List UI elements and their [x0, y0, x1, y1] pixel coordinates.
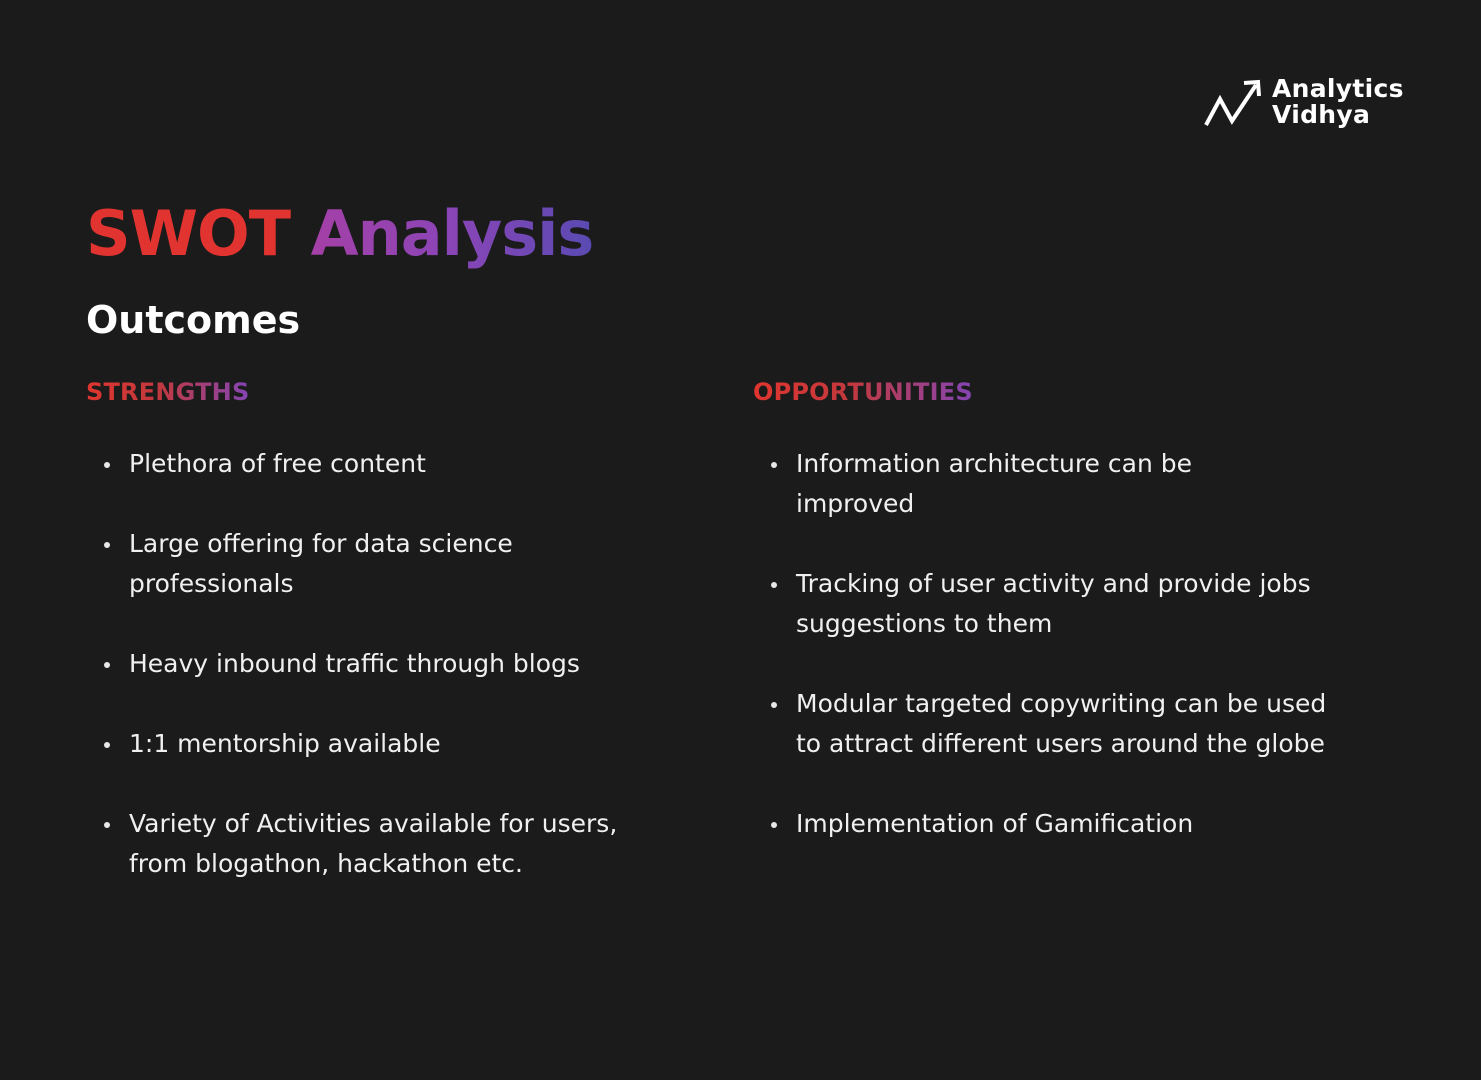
list-item: Implementation of Gamification: [753, 804, 1393, 844]
list-item: Plethora of free content: [86, 444, 686, 484]
brand-wordmark: [1272, 76, 1404, 128]
brand-line-2: Vidhya: [1272, 100, 1371, 129]
brand-logo: [1204, 76, 1404, 128]
list-item: Modular targeted copywriting can be used to attract different users around the globe: [753, 684, 1393, 764]
list-item: Variety of Activities available for users, from blogathon, hackathon etc.: [86, 804, 686, 884]
trend-arrow-icon: [1204, 77, 1262, 127]
list-item: Large offering for data science professionals: [86, 524, 686, 604]
opportunities-list: [753, 444, 1393, 884]
list-item: 1:1 mentorship available: [86, 724, 686, 764]
strengths-list: [86, 444, 686, 924]
strengths-section: [86, 374, 686, 878]
page-title: [86, 196, 593, 272]
list-item: Information architecture can be improved: [753, 444, 1393, 524]
page-subtitle: Outcomes: [86, 298, 301, 342]
opportunities-section: [753, 374, 1393, 838]
list-item: Heavy inbound traffic through blogs: [86, 644, 686, 684]
brand-line-1: Analytics: [1272, 74, 1404, 103]
list-item: Tracking of user activity and provide jobs suggestions to them: [753, 564, 1393, 644]
title-word-analysis: Analysis: [310, 197, 594, 270]
strengths-heading: STRENGTHS: [86, 374, 249, 410]
opportunities-heading: OPPORTUNITIES: [753, 374, 973, 410]
title-word-swot: SWOT: [86, 197, 291, 270]
